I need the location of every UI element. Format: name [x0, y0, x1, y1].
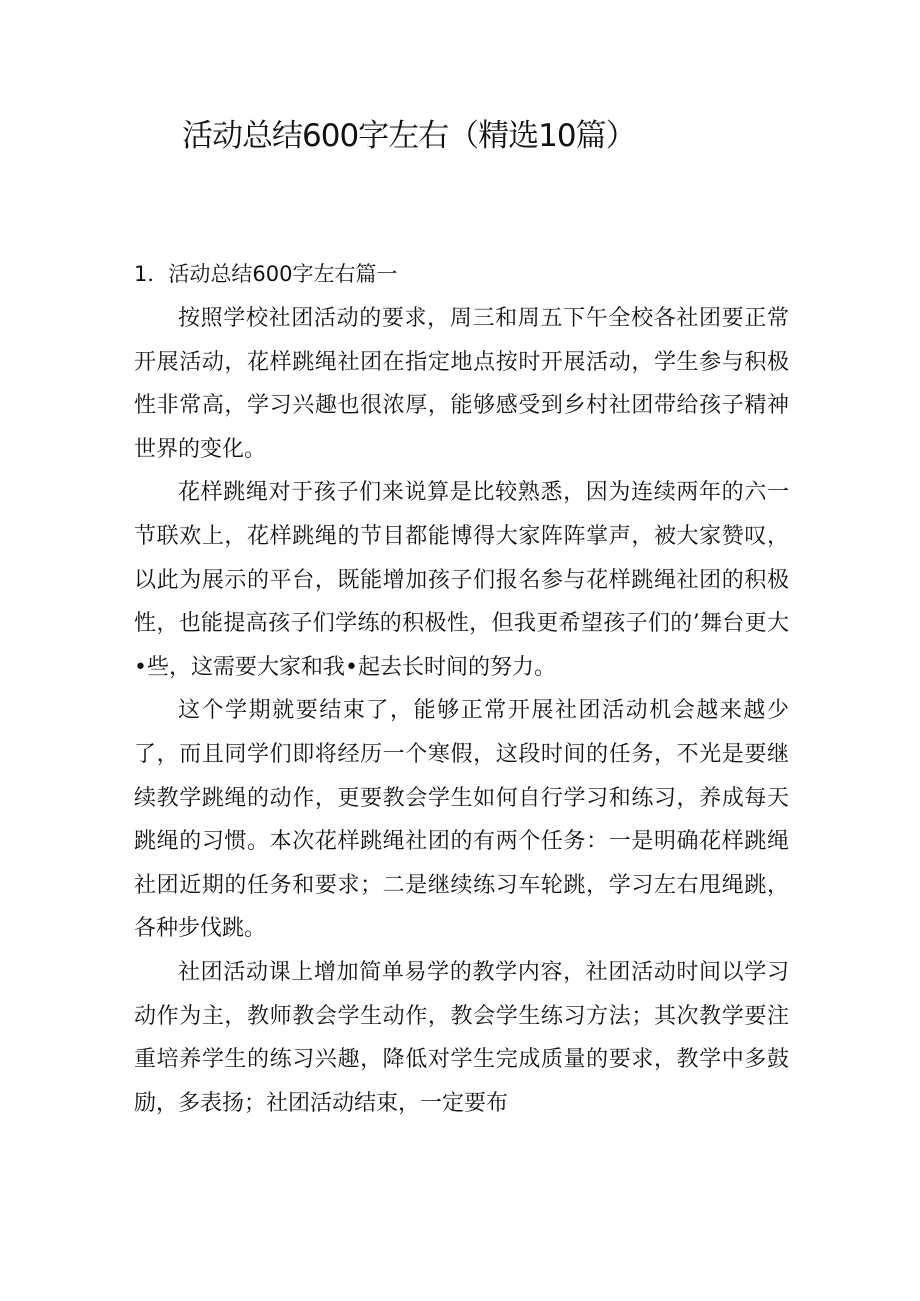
section-heading: 1．活动总结600字左右篇一	[134, 262, 398, 286]
paragraph: 按照学校社团活动的要求，周三和周五下午全校各社团要正常开展活动，花样跳绳社团在指定地点按时开展活动，学生参与积极性非常高，学习兴趣也很浓厚，能够感受到乡村社团带给孩子精神世界的变化。	[134, 306, 789, 462]
document-title: 活动总结600字左右（精选10篇）	[182, 118, 636, 154]
paragraph: 花样跳绳对于孩子们来说算是比较熟悉，因为连续两年的六一节联欢上，花样跳绳的节目都能博得大家阵阵掌声，被大家赞叹，以此为展示的平台，既能增加孩子们报名参与花样跳绳社团的积极性，也能提高孩子们学练的积极性，但我更希望孩子们的’舞台更大•些，这需要大家和我•起去长时间的努力。	[134, 480, 789, 680]
article-body	[134, 297, 789, 1125]
paragraph: 社团活动课上增加简单易学的教学内容，社团活动时间以学习动作为主，教师教会学生动作，教会学生练习方法；其次教学要注重培养学生的练习兴趣，降低对学生完成质量的要求，教学中多鼓励，多表扬；社团活动结束，一定要布	[134, 959, 789, 1116]
paragraph: 这个学期就要结束了，能够正常开展社团活动机会越来越少了，而且同学们即将经历一个寒假，这段时间的任务，不光是要继续教学跳绳的动作，更要教会学生如何自行学习和练习，养成每天跳绳的习惯。本次花样跳绳社团的有两个任务：一是明确花样跳绳社团近期的任务和要求；二是继续练习车轮跳，学习左右甩绳跳，各种步伐跳。	[134, 698, 789, 942]
